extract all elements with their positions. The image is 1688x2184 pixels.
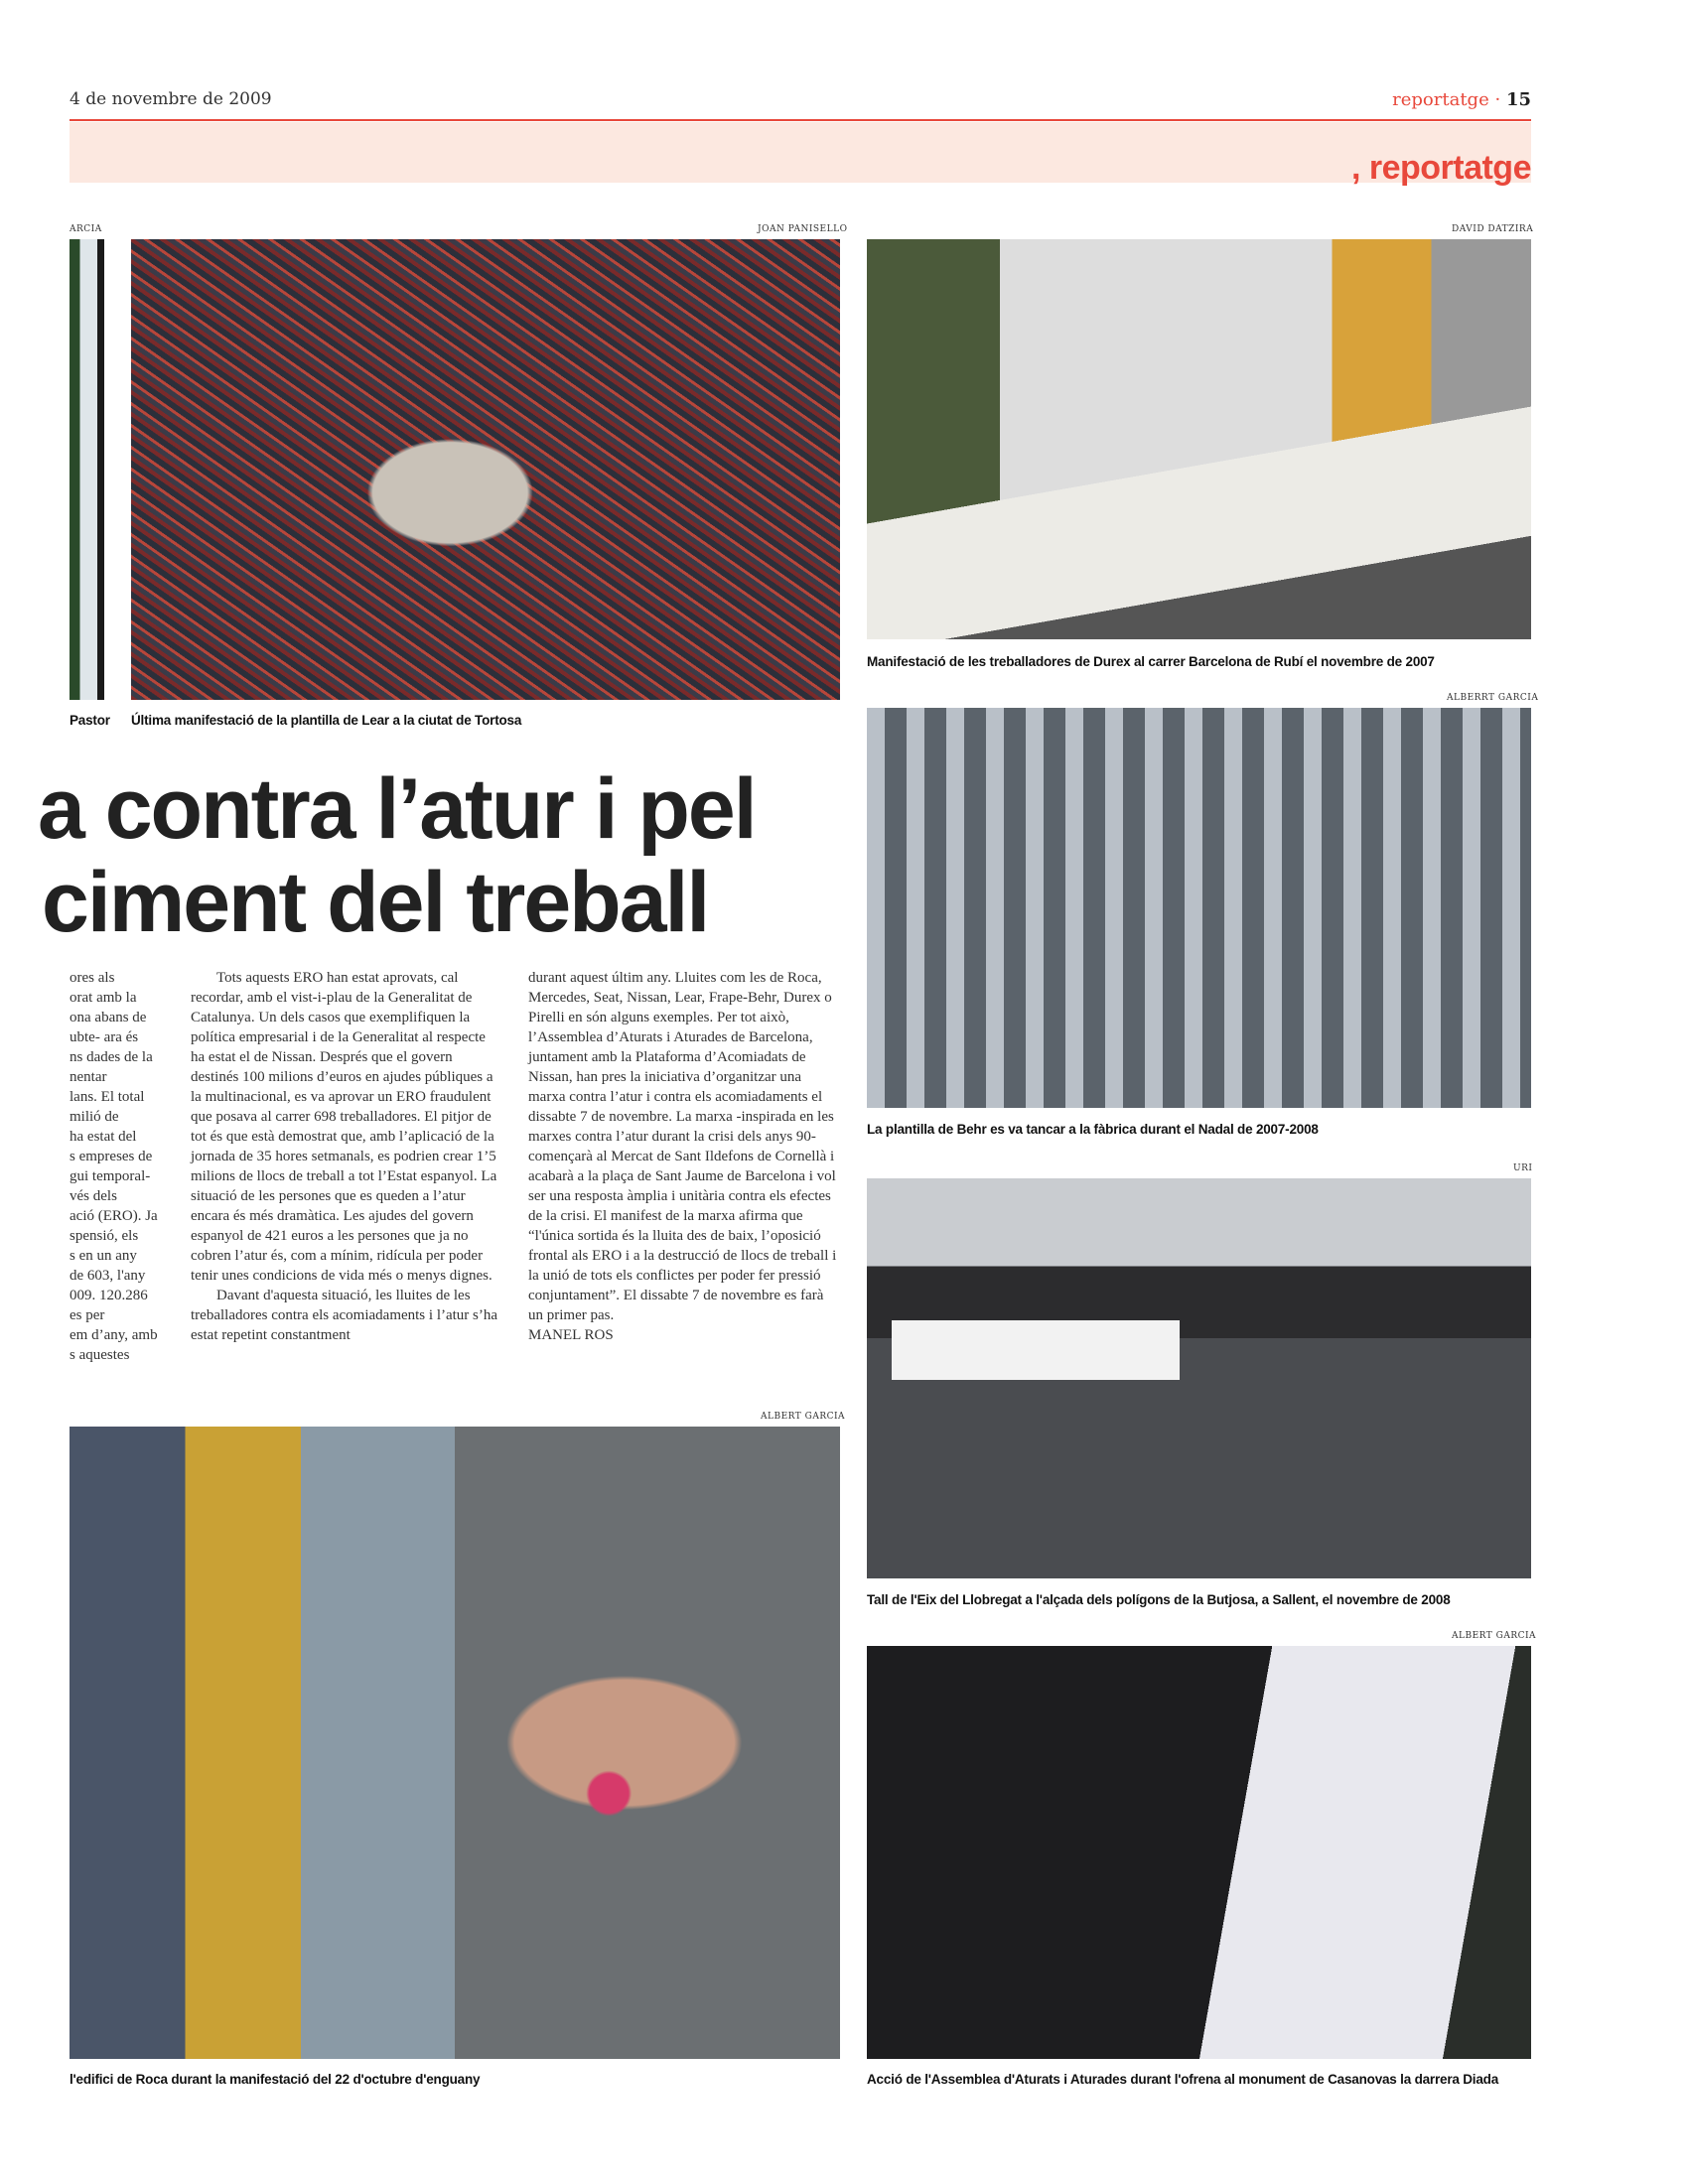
text-line: vés dels — [70, 1188, 117, 1204]
photo-behr-gate — [867, 708, 1531, 1108]
section-band-title: , reportatge — [1350, 149, 1531, 187]
text-line: ació (ERO). Ja — [70, 1208, 158, 1224]
page-number: 15 — [1505, 89, 1531, 110]
photo-credit: JOAN PANISELLO — [758, 224, 848, 234]
text-line: ubte- ara és — [70, 1029, 139, 1045]
paragraph: durant aquest últim any. Lluites com les de Roca, Mercedes, Seat, Nissan, Lear, Frape-Behr, Durex o Pirelli en són alguns exemples. Per tot això, l’Assemblea d’Aturats i Aturades de Barcelona, juntament amb la Plataforma d’Acomiadats de Nissan, han pres la iniciativa d’organitzar una marxa contra l’atur i contra els acomiadaments el dissabte 7 de novembre. La marxa -inspirada en les marxes contra l’atur durant la crisi dels anys 90- començarà al Mercat de Sant Ildefons de Cornellà i acabarà a la plaça de Sant Jaume de Barcelona i vol ser una resposta àmplia i unitària contra els efectes de la crisi. El manifest de la marxa afirma que “l'única sortida és la lluita des de baix, l’oposició frontal als ERO i a la destrucció de llocs de treball i la unió de tots els conflictes per poder fer pressió conjuntament”. El dissabte 7 de novembre es farà un primer pas. — [528, 970, 837, 1323]
header-rule — [70, 119, 1531, 121]
folio-separator: · — [1494, 89, 1501, 110]
text-line: ha estat del — [70, 1129, 137, 1145]
text-line: nentar — [70, 1069, 107, 1085]
text-line: ns dades de la — [70, 1049, 153, 1065]
photo-caption: Acció de l'Assemblea d'Aturats i Aturades durant l'ofrena al monument de Casanovas la darrera Diada — [867, 2072, 1499, 2087]
text-line: orat amb la — [70, 990, 137, 1006]
photo-pirelli-road — [867, 1178, 1531, 1578]
photo-lear-protest — [131, 239, 840, 700]
photo-caption: La plantilla de Behr es va tancar a la fàbrica durant el Nadal de 2007-2008 — [867, 1122, 1319, 1137]
page-folio — [1392, 89, 1531, 110]
issue-date: 4 de novembre de 2009 — [70, 89, 272, 109]
photo-credit: ALBERT GARCIA — [761, 1412, 846, 1422]
section-band — [70, 122, 1531, 183]
paragraph: Davant d'aquesta situació, les lluites de les treballadores contra els acomiadaments i l’atur s’ha estat repetint constantment — [191, 1288, 498, 1343]
article-column-1 — [70, 968, 174, 1365]
photo-caption: Pastor — [70, 713, 110, 728]
photo-left-edge — [70, 239, 104, 700]
article-column-3 — [528, 968, 842, 1345]
photo-caption: Tall de l'Eix del Llobregat a l'alçada dels polígons de la Butjosa, a Sallent, el novembre de 2008 — [867, 1592, 1451, 1607]
text-line: ores als — [70, 970, 115, 986]
text-line: ona abans de — [70, 1010, 147, 1025]
text-line: lans. El total — [70, 1089, 145, 1105]
article-column-2 — [191, 968, 498, 1345]
headline-line-2: ciment del treball — [42, 855, 709, 950]
photo-credit: ALBERT GARCIA — [1452, 1631, 1537, 1641]
headline-line-1: a contra l’atur i pel — [38, 761, 756, 857]
text-line: gui temporal- — [70, 1168, 151, 1184]
photo-credit: ALBERRT GARCIA — [1447, 693, 1539, 703]
photo-credit: URI — [1513, 1163, 1533, 1173]
photo-durex-protest — [867, 239, 1531, 639]
photo-credit: ARCIA — [70, 224, 102, 234]
text-line: es per — [70, 1307, 105, 1323]
text-line: s en un any — [70, 1248, 137, 1264]
photo-roca-whistle — [70, 1427, 840, 2059]
photo-credit: DAVID DATZIRA — [1452, 224, 1534, 234]
photo-caption: Manifestació de les treballadores de Durex al carrer Barcelona de Rubí el novembre de 2007 — [867, 654, 1435, 669]
text-line: s empreses de — [70, 1149, 153, 1164]
text-line: em d’any, amb — [70, 1327, 158, 1343]
photo-caption: l'edifici de Roca durant la manifestació del 22 d'octubre d'enguany — [70, 2072, 481, 2087]
author-signature: MANEL ROS — [528, 1327, 614, 1343]
text-line: spensió, els — [70, 1228, 139, 1244]
photo-caption: Última manifestació de la plantilla de Lear a la ciutat de Tortosa — [131, 713, 522, 728]
section-name: reportatge — [1392, 89, 1489, 110]
pirelli-banner — [892, 1320, 1180, 1380]
text-line: 009. 120.286 — [70, 1288, 148, 1303]
text-line: s aquestes — [70, 1347, 130, 1363]
text-line: de 603, l'any — [70, 1268, 146, 1284]
text-line: milió de — [70, 1109, 119, 1125]
photo-assemblea-action — [867, 1646, 1531, 2059]
paragraph: Tots aquests ERO han estat aprovats, cal recordar, amb el vist-i-plau de la Generalitat de Catalunya. Un dels casos que exemplifiquen la política empresarial i de la Generalitat al respecte ha estat el de Nissan. Després que el govern destinés 100 milions d’euros en ajudes públiques a la multinacional, es va aprovar un ERO fraudulent que posava al carrer 698 treballadores. El pitjor de tot és que està demostrat que, amb l’aplicació de la jornada de 35 hores setmanals, es podrien crear 1’5 milions de llocs de treball a tot l’Estat espanyol. La situació de les persones que es queden a l’atur encara és més dramàtica. Les ajudes del govern espanyol de 421 euros a les persones que ja no cobren l’atur és, com a mínim, ridícula per poder tenir unes condicions de vida més o menys dignes. — [191, 970, 497, 1284]
